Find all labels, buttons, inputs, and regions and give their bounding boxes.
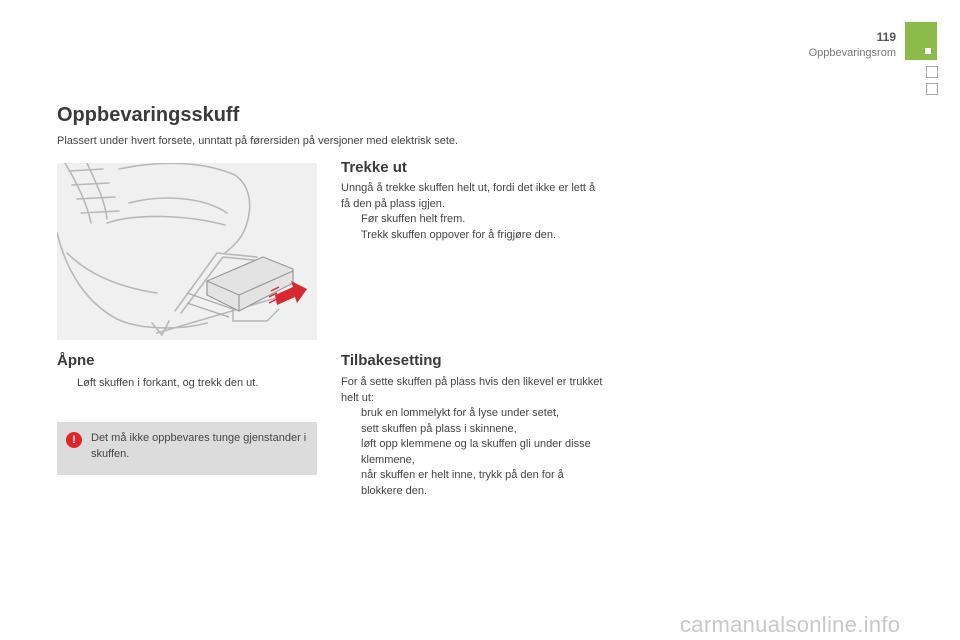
section-name: Oppbevaringsrom [808,47,896,59]
list-item-text: når skuffen er helt inne, trykk på den for å blokkere den. [361,469,564,497]
chapter-tab-active[interactable] [905,22,937,60]
list-item-text: Trekk skuffen oppover for å frigjøre den. [361,228,557,241]
pull-out-steps [341,212,603,243]
list-item-text: Løft skuffen i forkant, og trekk den ut. [77,377,259,389]
list-item [341,228,603,244]
refit-heading: Tilbakesetting [341,352,442,369]
page-number: 119 [876,30,896,44]
refit-steps [341,406,603,499]
list-item [57,376,317,392]
warning-box [57,422,317,475]
refit-text: For å sette skuffen på plass hvis den likevel er trukket helt ut: [341,376,603,404]
list-item-text: Før skuffen helt frem. [361,213,466,225]
warning-icon: ! [66,432,82,448]
list-item-text: løft opp klemmene og la skuffen gli under disse klemmene, [361,438,591,466]
list-item [341,422,603,438]
list-item [341,437,603,468]
chapter-tab-3[interactable] [926,83,938,95]
pull-out-heading: Trekke ut [341,159,407,176]
tab-marker-icon [925,48,931,54]
warning-text: Det må ikke oppbevares tunge gjenstander i skuffen. [91,432,307,460]
chapter-tab-2[interactable] [926,66,938,78]
seat-drawer-illustration [57,163,317,340]
list-item [341,406,603,422]
footer-watermark: carmanualsonline.info [680,612,901,637]
list-item-text: sett skuffen på plass i skinnene, [361,422,517,435]
page-title: Oppbevaringsskuff [57,104,240,126]
pull-out-text: Unngå å trekke skuffen helt ut, fordi det ikke er lett å få den på plass igjen. [341,182,596,210]
seat-drawer-drawing [57,163,317,340]
list-item [341,468,603,499]
list-item-text: bruk en lommelykt for å lyse under setet, [361,407,560,419]
list-item [341,212,603,228]
open-steps [57,376,317,392]
intro-text: Plassert under hvert forsete, unntatt på førersiden på versjoner med elektrisk sete. [57,135,459,147]
open-heading: Åpne [57,352,95,369]
